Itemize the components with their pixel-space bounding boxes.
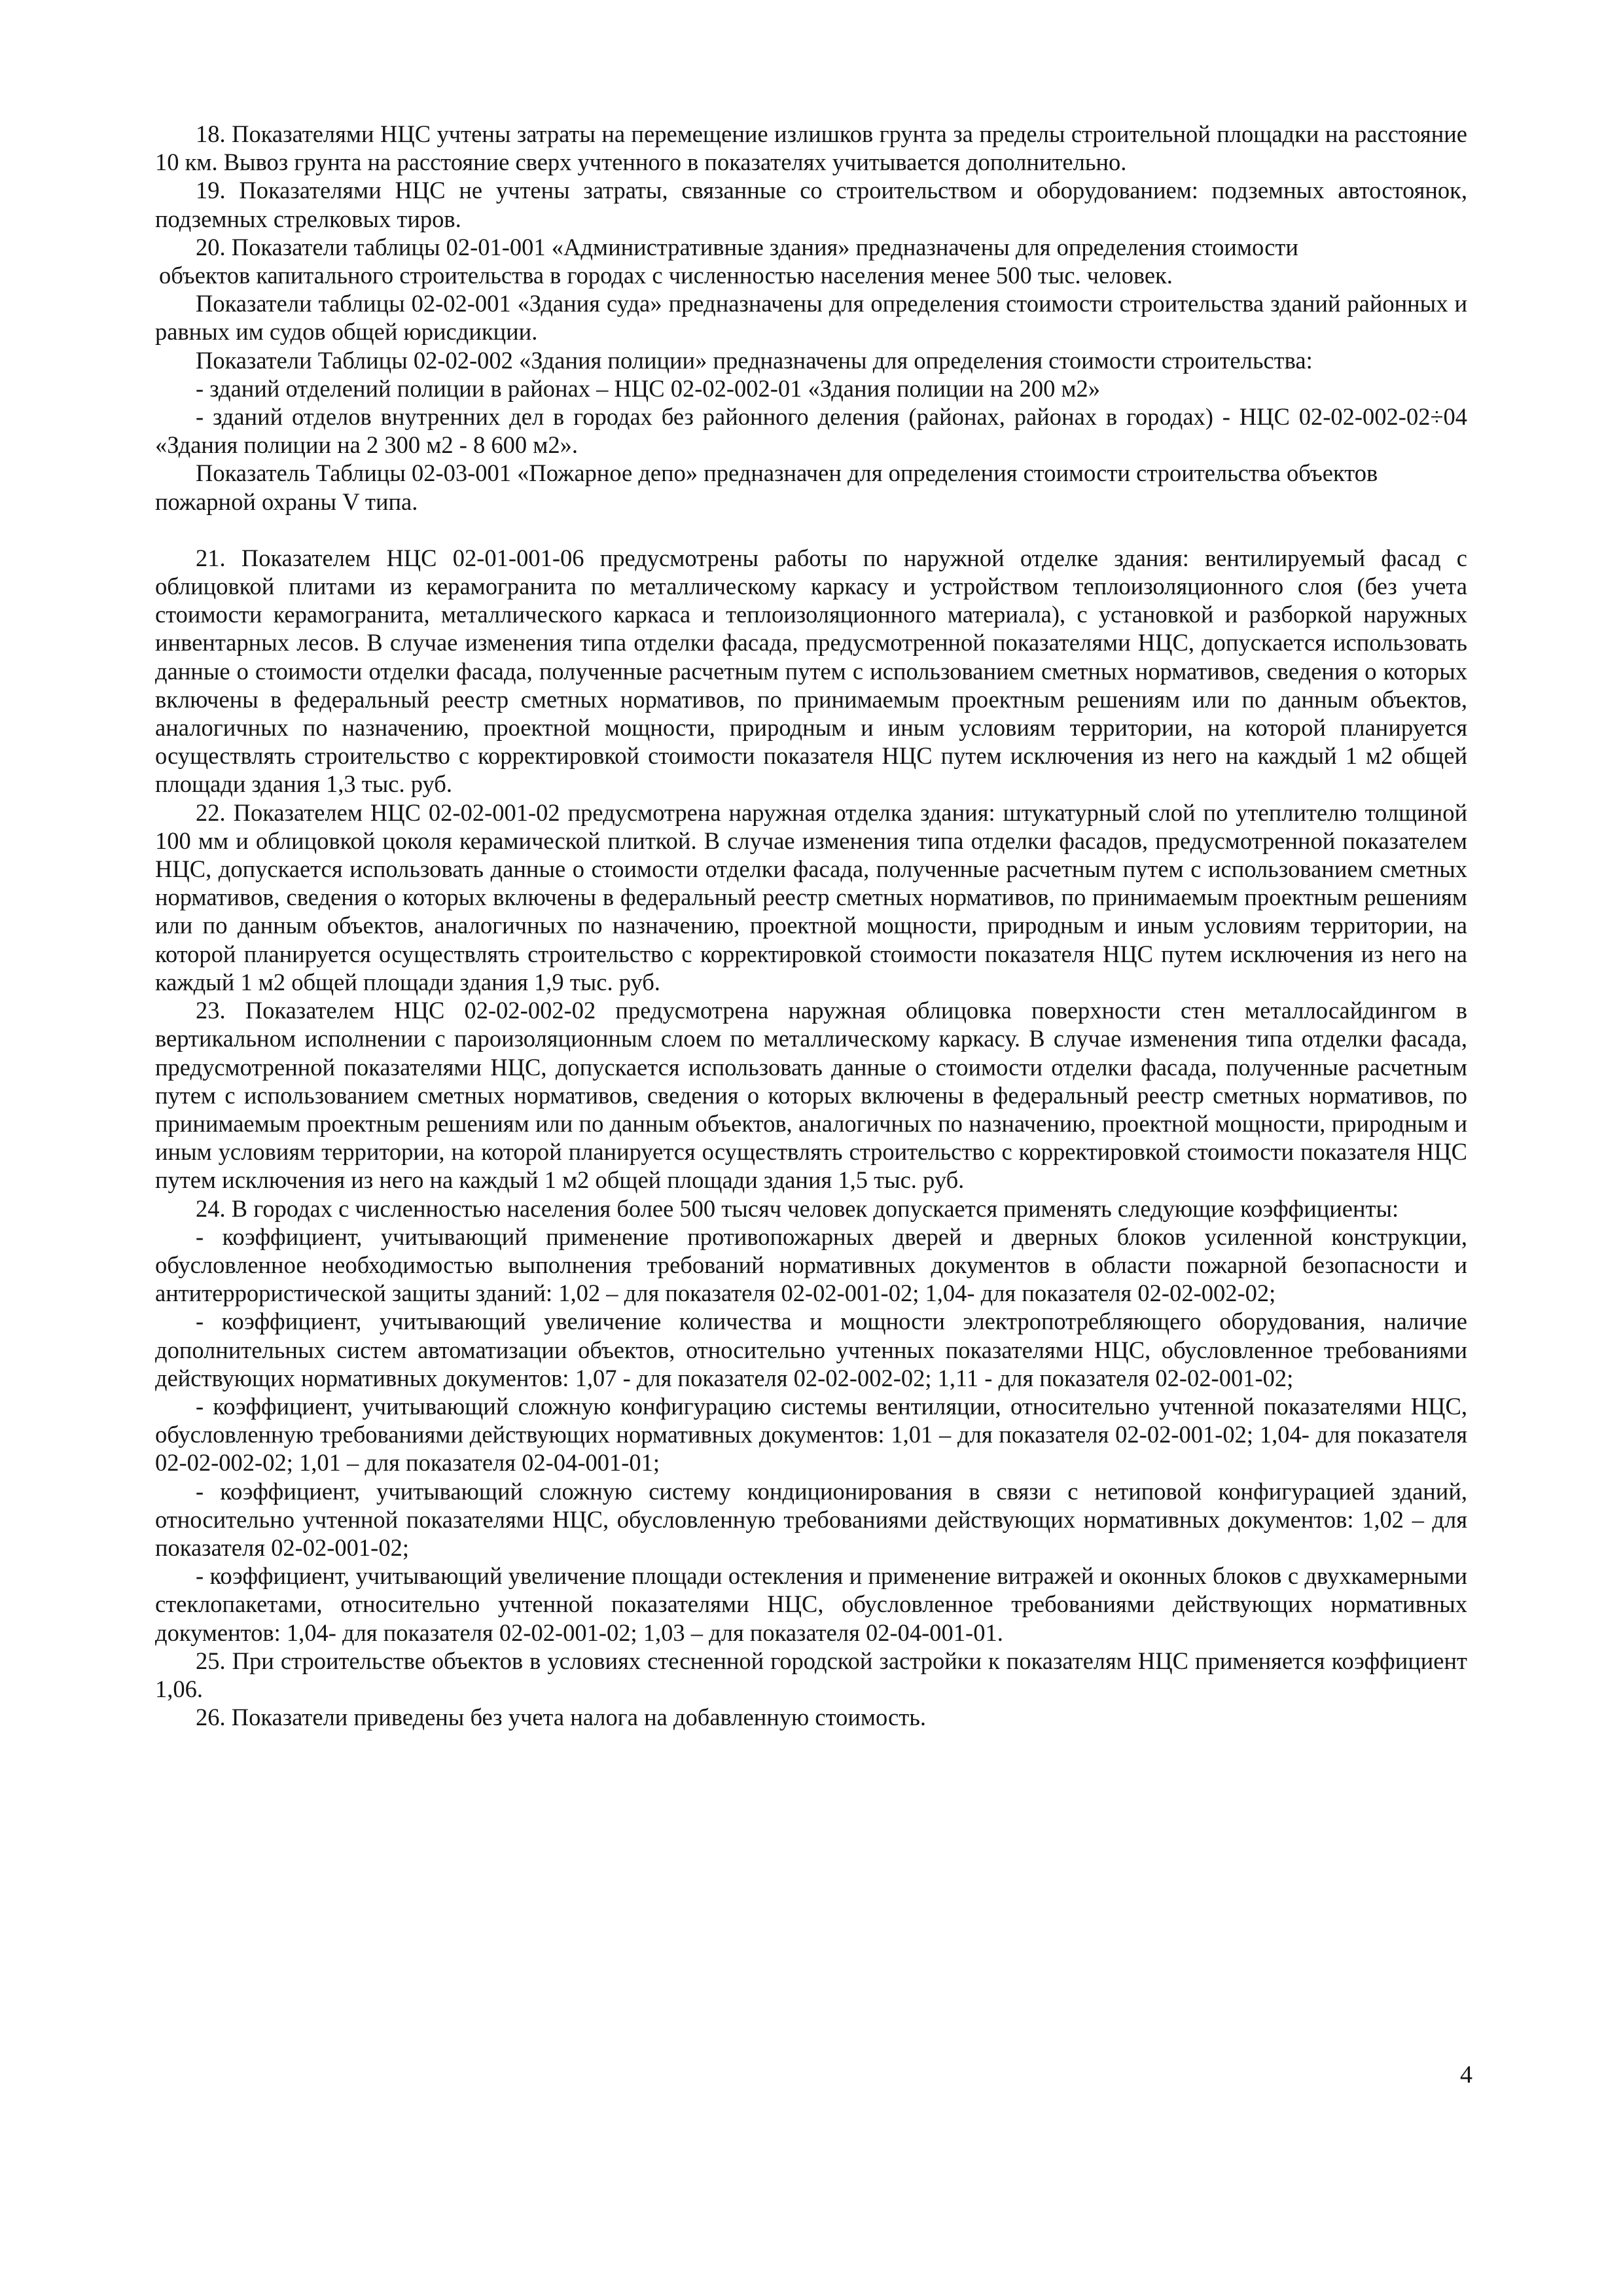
paragraph-20: 20. Показатели таблицы 02-01-001 «Административные здания» предназначены для определения стоимости [196, 233, 1298, 260]
paragraph-26: 26. Показатели приведены без учета налога на добавленную стоимость. [196, 1704, 927, 1731]
paragraph-police-buildings: Показатели Таблицы 02-02-002 «Здания полиции» предназначены для определения стоимости строительства: [196, 346, 1313, 374]
paragraph-22: 22. Показателем НЦС 02-02-001-02 предусмотрена наружная отделка здания: штукатурный слой по утеплителю толщиной 100 мм и облицовкой цоколя керамической плиткой. В случае изменения типа отделки фасадов, предусмотренной показателем НЦС, допускается использовать данные о стоимости отделки фасада, полученные расчетным путем с использованием сметных нормативов, сведения о которых включены в федеральный реестр сметных нормативов, по принимаемым проектным решениям или по данным объектов, аналогичных по назначению, проектной мощности, природным и иным условиям территории, на которой планируется осуществлять строительство с корректировкой стоимости показателя НЦС путем исключения из него на каждый 1 м2 общей площади здания 1,9 тыс. руб. [155, 798, 1467, 996]
paragraph-19: 19. Показателями НЦС не учтены затраты, связанные со строительством и оборудованием: подземных автостоянок, подземных стрелковых тиров. [155, 177, 1467, 232]
paragraph-21: 21. Показателем НЦС 02-01-001-06 предусмотрены работы по наружной отделке здания: вентилируемый фасад с облицовкой плитами из керамогранита по металлическому каркасу и устройством теплоизоляционного слоя (без учета стоимости керамогранита, металлического каркаса и теплоизоляционного материала), с установкой и разборкой наружных инвентарных лесов. В случае изменения типа отделки фасада, предусмотренной показателями НЦС, допускается использовать данные о стоимости отделки фасада, полученные расчетным путем с использованием сметных нормативов, сведения о которых включены в федеральный реестр сметных нормативов, по принимаемым проектным решениям или по данным объектов, аналогичных по назначению, проектной мощности, природным и иным условиям территории, на которой планируется осуществлять строительство с корректировкой стоимости показателя НЦС путем исключения из него на каждый 1 м2 общей площади здания 1,3 тыс. руб. [155, 544, 1467, 798]
police-list-item-1: - зданий отделений полиции в районах – НЦС 02-02-002-01 «Здания полиции на 200 м2» [196, 374, 1101, 402]
police-list-item-2: - зданий отделов внутренних дел в городах без районного деления (районах, районах в городах) - НЦС 02-02-002-02÷04 «Здания полиции на 2 300 м2 - 8 600 м2». [155, 403, 1467, 459]
coefficient-item-conditioning: - коэффициент, учитывающий сложную систему кондиционирования в связи с нетиповой конфигурацией зданий, относительно учтенной показателями НЦС, обусловленную требованиями действующих нормативных документов: 1,02 – для показателя 02-02-001-02; [155, 1477, 1467, 1561]
paragraph-18: 18. Показателями НЦС учтены затраты на перемещение излишков грунта за пределы строительной площадки на расстояние 10 км. Вывоз грунта на расстояние сверх учтенного в показателях учитывается дополнительно. [155, 120, 1467, 176]
document-body [155, 120, 1467, 1731]
coefficient-item-electrical: - коэффициент, учитывающий увеличение количества и мощности электропотребляющего оборудования, наличие дополнительных систем автоматизации объектов, относительно учтенных показателями НЦС, обусловленное требованиями действующих нормативных документов: 1,07 - для показателя 02-02-002-02; 1,11 - для показателя 02-02-001-02; [155, 1308, 1467, 1391]
coefficient-item-glazing: - коэффициент, учитывающий увеличение площади остекления и применение витражей и оконных блоков с двухкамерными стеклопакетами, относительно учтенной показателями НЦС, обусловленное требованиями действующих нормативных документов: 1,04- для показателя 02-02-001-02; 1,03 – для показателя 02-04-001-01. [155, 1562, 1467, 1646]
coefficient-item-doors: - коэффициент, учитывающий применение противопожарных дверей и дверных блоков усиленной конструкции, обусловленное необходимостью выполнения требований нормативных документов в области пожарной безопасности и антитеррористической защиты зданий: 1,02 – для показателя 02-02-001-02; 1,04- для показателя 02-02-002-02; [155, 1223, 1467, 1307]
page-number: 4 [1460, 2061, 1472, 2089]
coefficient-item-ventilation: - коэффициент, учитывающий сложную конфигурацию системы вентиляции, относительно учтенной показателями НЦС, обусловленную требованиями действующих нормативных документов: 1,01 – для показателя 02-02-001-02; 1,04- для показателя 02-02-002-02; 1,01 – для показателя 02-04-001-01; [155, 1392, 1467, 1477]
paragraph-fire-depot: Показатель Таблицы 02-03-001 «Пожарное депо» предназначен для определения стоимости строительства объектов пожарной охраны V типа. [155, 459, 1378, 515]
paragraph-20-continuation: объектов капитального строительства в городах с численностью населения менее 500 тыс. человек. [159, 262, 1173, 289]
paragraph-gap [155, 516, 1467, 544]
paragraph-25: 25. При строительстве объектов в условиях стесненной городской застройки к показателям НЦС применяется коэффициент 1,06. [155, 1647, 1467, 1702]
paragraph-court-buildings: Показатели таблицы 02-02-001 «Здания суда» предназначены для определения стоимости строительства зданий районных и равных им судов общей юрисдикции. [155, 290, 1467, 346]
paragraph-24: 24. В городах с численностью населения более 500 тысяч человек допускается применять следующие коэффициенты: [196, 1194, 1399, 1222]
paragraph-23: 23. Показателем НЦС 02-02-002-02 предусмотрена наружная облицовка поверхности стен металлосайдингом в вертикальном исполнении с пароизоляционным слоем по металлическому каркасу. В случае изменения типа отделки фасада, предусмотренной показателями НЦС, допускается использовать данные о стоимости отделки фасада, полученные расчетным путем с использованием сметных нормативов, сведения о которых включены в федеральный реестр сметных нормативов, по принимаемым проектным решениям или по данным объектов, аналогичных по назначению, проектной мощности, природным и иным условиям территории, на которой планируется осуществлять строительство с корректировкой стоимости показателя НЦС путем исключения из него на каждый 1 м2 общей площади здания 1,5 тыс. руб. [155, 997, 1467, 1194]
